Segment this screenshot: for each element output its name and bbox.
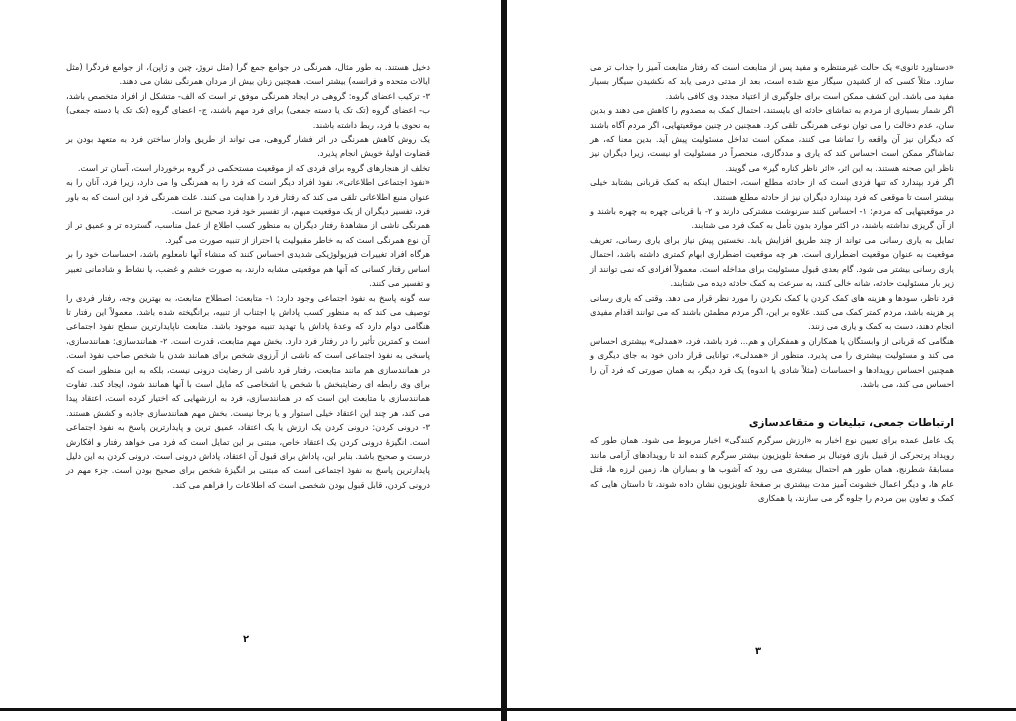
- paragraph: «دستاورد ثانوی» یک حالت غیرمنتظره و مفید پس از متابعت است که رفتار متابعت آمیز را جذاب تر می سازد. مثلاً کسی که از کشیدن سیگار منع شده است، بعد از مدتی درمی یابد که نکشیدن سیگار بسیار مفید می باشد. این کشف ممکن است برای جلوگیری از اعتیاد مجدد وی کافی باشد.: [590, 62, 954, 101]
- paragraph: یک روش کاهش همرنگی در اثر فشار گروهی، می تواند از طریق وادار ساختن فرد به متعهد بودن بر قضاوت اولیهٔ خویش انجام پذیرد.: [66, 134, 430, 159]
- right-page: [509, 0, 1016, 721]
- right-page-body: [590, 60, 954, 505]
- page-divider: [501, 0, 507, 721]
- paragraph: سه گونه پاسخ به نفوذ اجتماعی وجود دارد: ۱- متابعت: اصطلاح متابعت، به بهترین وجه، رفتار فردی را توصیف می کند که به منظور کسب پاداش یا اجتناب از تنبیه، برانگیخته شده باشد. معمولاً این رفتار تا هنگامی دوام دارد که وعدهٔ پاداش یا تهدید تنبیه موجود باشد. متابعت ناپایدارترین سطح نفوذ اجتماعی است و کمترین تأثیر را در رفتار فرد دارد. بخش مهم متابعت، قدرت است. ۲- همانندسازی: همانندسازی، پاسخی به نفوذ اجتماعی است که ناشی از آرزوی شخص برای همانند شدن با شخص صاحب نفوذ است. در همانندسازی هم مانند متابعت، رفتار فرد ناشی از رضایت درونی نیست، بلکه به این منظور است که برای وی رابطه ای رضایتبخش با شخص یا اشخاصی که مایل است با آنها همانند شود، ایجاد کند. تفاوت همانندسازی با متابعت این است که در همانندسازی، فرد به ارزشهایی که اختیار کرده است، اعتقاد پیدا می کند، هر چند این اعتقاد خیلی استوار و یا برجا نیست. بخش مهم همانندسازی جاذبه و کشش هستند. ۳- درونی کردن: درونی کردن یک ارزش یا یک اعتقاد، عمیق ترین و پایدارترین پاسخ به نفوذ اجتماعی است. انگیزهٔ درونی کردن یک اعتقاد خاص، مبتنی بر این تمایل است که فرد می خواهد رفتار و افکارش درست و صحیح باشد. بنابر این، پاداش برای قبول آن اعتقاد، پاداش درونی است. درونی کردن به این دلیل پایدارترین پاسخ به نفوذ اجتماعی است که مبتنی بر انگیزهٔ شخص برای صحیح بودن است. جزء مهم در درونی کردن، قابل قبول بودن شخصی است که اطلاعات را فراهم می کند.: [66, 292, 430, 490]
- paragraph: هرگاه افراد تغییرات فیزیولوژیکی شدیدی احساس کنند که منشاء آنها نامعلوم باشد، احساسات خود را بر اساس رفتار کسانی که آنها هم موقعیتی مشابه دارند، به صورت خشم و غضب، یا نشاط و شادمانی تعبیر و تفسیر می کنند.: [66, 249, 430, 289]
- left-page: [0, 0, 503, 721]
- paragraph: یک عامل عمده برای تعیین نوع اخبار به «ارزش سرگرم کنندگی» اخبار مربوط می شود. همان طور که رویداد پرتحرکی از قبیل بازی فوتبال بر صفحهٔ تلویزیون بیشتر سرگرم کننده اند تا رویدادهای آرامی مانند مسابقهٔ شطرنج، همان طور هم احتمال بیشتری می رود که آشوب ها و بمباران ها، زمین لرزه ها، قتل عام ها، و دیگر اعمال خشونت آمیز مدت بیشتری بر صفحهٔ تلویزیون نشان داده شوند، تا داستان هایی که کمک و تعاون بین مردم را جلوه گر می سازند، یا همکاری: [590, 435, 954, 503]
- paragraph: ۳- ترکیب اعضای گروه: گروهی در ایجاد همرنگی موفق تر است که الف- متشکل از افراد متخصص باشد، ب- اعضای گروه (تک تک یا دسته جمعی) برای فرد مهم باشند، ج- اعضای گروه (تک تک یا دسته جمعی) به نحوی با فرد، ربط داشته باشند.: [66, 90, 430, 130]
- paragraph: فرد ناظر، سودها و هزینه های کمک کردن یا کمک نکردن را مورد نظر قرار می دهد. وقتی که یاری رسانی پر هزینه باشد، مردم کمتر کمک می کنند. علاوه بر این، اگر مردم مطمئن باشند که می توانند اقدام مفیدی انجام دهند، دست به کمک و یاری می زنند.: [590, 292, 954, 332]
- bottom-edge: [0, 708, 1016, 711]
- paragraph: «نفوذ اجتماعی اطلاعاتی»، نفوذ افراد دیگر است که فرد را به همرنگی وا می دارد، زیرا فرد، آنان را به عنوان منبع اطلاعاتی تلقی می کند که رفتار فرد را هدایت می کنند. علت همرنگی فرد این است که به باور فرد، تفسیر دیگران از یک موقعیت مبهم، از تفسیر خود فرد صحیح تر است.: [66, 177, 430, 217]
- paragraph: دخیل هستند. به طور مثال، همرنگی در جوامع جمع گرا (مثل نروژ، چین و ژاپن)، از جوامع فردگرا (مثل ایالات متحده و فرانسه) بیشتر است. همچنین زنان بیش از مردان همرنگی نشان می دهند.: [66, 62, 430, 87]
- page-number: ۲: [243, 634, 250, 645]
- left-page-body: [66, 60, 430, 492]
- paragraph: اگر شمار بسیاری از مردم به تماشای حادثه ای بایستند، احتمال کمک به مصدوم را کاهش می دهند و بدین سان، عدم دخالت را می توان نوعی همرنگی تلقی کرد. همچنین در چنین موقعیتهایی، اگر مردم آگاه باشند که دیگران نیز آن واقعه را تماشا می کنند، ممکن است تداخل مسئولیت پیش آید. بدین معنا که، هر تماشاگر ممکن است احساس کند که یاری و مددگاری، منحصراً در مسئولیت او نیست، زیرا دیگران نیز ناظر این صحنه هستند. به این اثر، «اثر ناظر کناره گیر» می گویند.: [590, 105, 954, 173]
- paragraph: هنگامی که قربانی از وابستگان یا همکاران و همفکران و هم... فرد باشد، فرد، «همدلی» بیشتری احساس می کند و مسئولیت بیشتری را می پذیرد. منظور از «همدلی»، توانایی قرار دادن خود به جای دیگری و همچنین احساس رویدادها و احساسات (مثلاً شادی یا اندوه) یک فرد دیگر، به همان صورتی که فرد آن را احساس می کند، می باشد.: [590, 335, 954, 389]
- paragraph: اگر فرد بپندارد که تنها فردی است که از حادثه مطلع است، احتمال اینکه به کمک قربانی بشتابد خیلی بیشتر است تا موقعی که فرد بپندارد دیگران نیز از حادثه مطلع هستند.: [590, 177, 954, 202]
- page-number: ۳: [755, 646, 762, 657]
- section-heading: ارتباطات جمعی، تبلیغات و متقاعدسازی: [748, 417, 954, 430]
- paragraph: همرنگی ناشی از مشاهدهٔ رفتار دیگران به منظور کسب اطلاع از عمل مناسب، گسترده تر و عمیق تر از آن نوع همرنگی است که به خاطر مقبولیت یا احتراز از تنبیه صورت می گیرد.: [66, 220, 430, 245]
- paragraph: در موقعیتهایی که مردم: ۱- احساس کنند سرنوشت مشترکی دارند و ۲- با قربانی چهره به چهره باشند و از آن گریزی نداشته باشند، در اکثر موارد بدون تأمل به کمک فرد می شتابند.: [590, 206, 954, 231]
- paragraph: تمایل به یاری رسانی می تواند از چند طریق افزایش یابد. نخستین پیش نیاز برای یاری رسانی، تعریف موقعیت به عنوان موقعیت اضطراری است. هر چه موقعیت اضطراری ابهام کمتری داشته باشد، احتمال یاری رسانی بیشتر می شود. گام بعدی قبول مسئولیت برای مداخله است. معمولاً افرادی که نمی توانند از زیر بار مسئولیت حادثه، شانه خالی کنند، به سرعت به کمک حادثه دیده می شتابند.: [590, 234, 954, 289]
- paragraph: تخلف از هنجارهای گروه برای فردی که از موقعیت مستحکمی در گروه برخوردار است، آسان تر است.: [77, 162, 430, 173]
